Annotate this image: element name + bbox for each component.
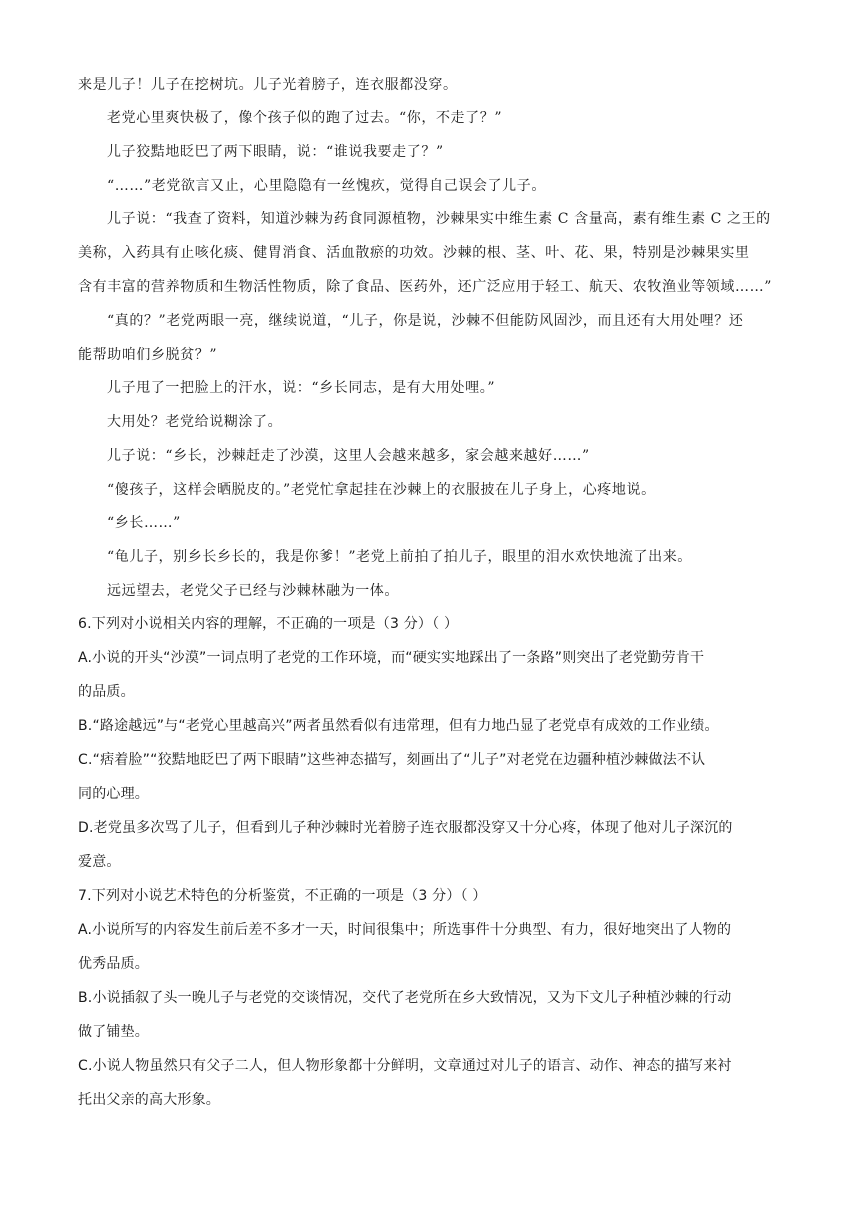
- story-paragraph: 儿子甩了一把脸上的汗水，说：“乡长同志，是有大用处哩。”: [107, 380, 496, 396]
- question-7-option-a: A.小说所写的内容发生前后差不多才一天，时间很集中；所选事件十分典型、有力，很好地突出了人物的: [78, 922, 732, 938]
- story-paragraph: “龟儿子，别乡长乡长的，我是你爹！”老党上前拍了拍儿子，眼里的泪水欢快地流了出来。: [107, 549, 692, 565]
- story-paragraph: 儿子说：“乡长，沙棘赶走了沙漠，这里人会越来越多，家会越来越好……”: [107, 448, 590, 464]
- question-7-stem: 7.下列对小说艺术特色的分析鉴赏，不正确的一项是（3 分）（ ）: [78, 888, 487, 904]
- story-paragraph-line: 含有丰富的营养物质和生物活性物质，除了食品、医药外，还广泛应用于轻工、航天、农牧渔业等领域……”: [78, 279, 772, 295]
- story-paragraph: 儿子狡黠地眨巴了两下眼睛，说：“谁说我要走了？”: [107, 144, 444, 160]
- story-paragraph-line: 儿子说：“我查了资料，知道沙棘为药食同源植物，沙棘果实中维生素 C 含量高，素有维生素 C 之王的: [107, 211, 771, 227]
- question-7-option-a-cont: 优秀品质。: [78, 956, 149, 972]
- question-6-option-c: C.“痞着脸”“狡黠地眨巴了两下眼睛”这些神态描写，刻画出了“儿子”对老党在边疆种植沙棘做法不认: [78, 752, 706, 768]
- story-paragraph-line: 能帮助咱们乡脱贫？”: [78, 347, 218, 363]
- question-7-option-c-cont: 托出父亲的高大形象。: [78, 1092, 220, 1108]
- question-6-stem: 6.下列对小说相关内容的理解，不正确的一项是（3 分）（ ）: [78, 616, 459, 632]
- question-6-option-a-cont: 的品质。: [78, 684, 135, 700]
- story-paragraph-line: 来是儿子！儿子在挖树坑。儿子光着膀子，连衣服都没穿。: [78, 77, 458, 93]
- story-paragraph-line: “真的？”老党两眼一亮，继续说道，“儿子，你是说，沙棘不但能防风固沙，而且还有大用处哩？还: [107, 313, 744, 329]
- question-6-option-b: B.“路途越远”与“老党心里越高兴”两者虽然看似有违常理，但有力地凸显了老党卓有成效的工作业绩。: [78, 718, 719, 734]
- story-paragraph: 大用处？老党给说糊涂了。: [107, 414, 283, 430]
- question-7-option-b: B.小说插叙了头一晚儿子与老党的交谈情况，交代了老党所在乡大致情况，又为下文儿子种植沙棘的行动: [78, 990, 732, 1006]
- story-paragraph-line: 美称，入药具有止咳化痰、健胃消食、活血散瘀的功效。沙棘的根、茎、叶、花、果，特别是沙棘果实里: [78, 245, 750, 261]
- question-7-option-c: C.小说人物虽然只有父子二人，但人物形象都十分鲜明，文章通过对儿子的语言、动作、神态的描写来衬: [78, 1058, 732, 1074]
- story-paragraph: “乡长……”: [107, 515, 181, 531]
- question-6-option-d: D.老党虽多次骂了儿子，但看到儿子种沙棘时光着膀子连衣服都没穿又十分心疼，体现了他对儿子深沉的: [78, 820, 733, 836]
- story-paragraph: 老党心里爽快极了，像个孩子似的跑了过去。“你，不走了？”: [107, 110, 503, 126]
- story-paragraph: “傻孩子，这样会晒脱皮的。”老党忙拿起挂在沙棘上的衣服披在儿子身上，心疼地说。: [107, 482, 656, 498]
- question-6-option-d-cont: 爱意。: [78, 854, 121, 870]
- story-paragraph: “……”老党欲言又止，心里隐隐有一丝愧疚，觉得自己误会了儿子。: [107, 178, 546, 194]
- story-paragraph: 远远望去，老党父子已经与沙棘林融为一体。: [107, 583, 399, 599]
- question-6-option-a: A.小说的开头“沙漠”一词点明了老党的工作环境，而“硬实实地踩出了一条路”则突出了老党勤劳肯干: [78, 650, 705, 666]
- question-6-option-c-cont: 同的心理。: [78, 786, 149, 802]
- question-7-option-b-cont: 做了铺垫。: [78, 1024, 149, 1040]
